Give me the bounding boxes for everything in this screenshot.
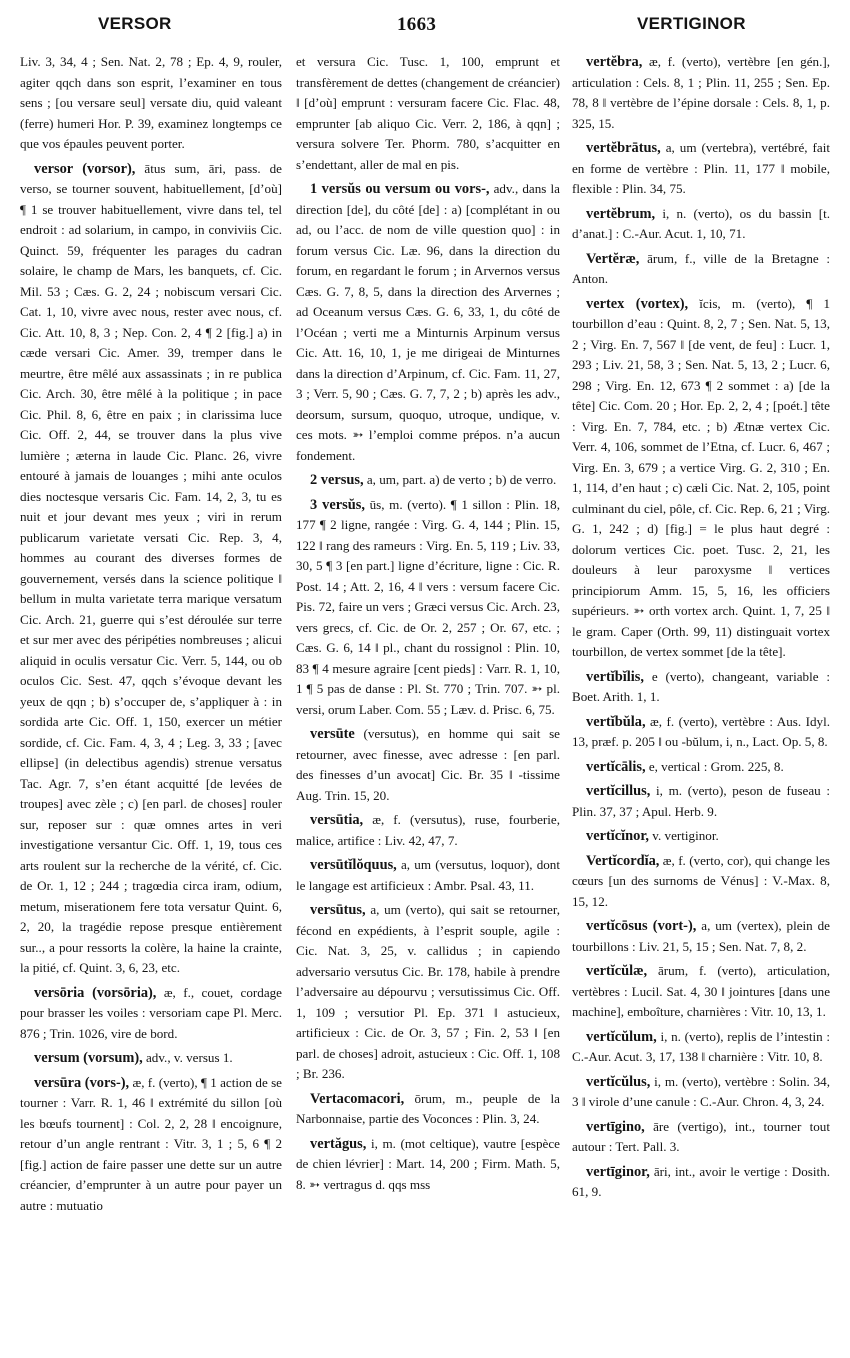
page-header xyxy=(0,0,850,44)
entry-definition: æ, f. (verto), vertèbre : Aus. Idyl. 13, præf. p. 205 ‖ ou -bŭlum, i, n., Lact. Op. 5, 8. xyxy=(572,713,830,749)
dictionary-column-1 xyxy=(20,52,282,1352)
dictionary-entry xyxy=(572,712,830,753)
entry-definition: æ, f., couet, cordage pour brasser les voiles : versoriam cape Pl. Merc. 876 ; Trin. 1026, vire de bord. xyxy=(20,984,282,1041)
entry-continuation xyxy=(296,52,560,175)
entry-headword: 2 versus, xyxy=(310,472,364,488)
entry-headword: vertĕbra, xyxy=(586,54,643,70)
dictionary-entry xyxy=(572,1117,830,1158)
running-head-right: VERTIGINOR xyxy=(637,14,746,33)
entry-headword: versum (vorsum), xyxy=(34,1050,143,1066)
dictionary-entry xyxy=(572,1072,830,1113)
entry-headword: vertīgino, xyxy=(586,1118,645,1135)
dictionary-entry xyxy=(572,138,830,200)
entry-definition: a, um (vertebra), vertébré, fait en forme de vertèbre : Plin. 11, 177 ‖ mobile, flexible : Plin. 34, 75. xyxy=(572,140,830,196)
dictionary-column-2 xyxy=(296,52,560,1352)
entry-definition: e, vertical : Grom. 225, 8. xyxy=(648,758,784,774)
entry-definition: adv., v. versus 1. xyxy=(146,1050,233,1065)
entry-headword: 3 versŭs, xyxy=(310,496,365,513)
entry-definition: Liv. 3, 34, 4 ; Sen. Nat. 2, 78 ; Ep. 4, 9, rouler, agiter qqch dans son esprit, l’examiner en tous sens ; [ou versare seul] versate diu, quid valeant (ferre) humeri Hor. P. 39, examinez longtemps ce que vos épaules peuvent porter. xyxy=(20,54,282,151)
entry-headword: vertĭcillus, xyxy=(586,783,651,799)
entry-headword: vertĭcŭlus, xyxy=(586,1073,651,1090)
entry-definition: v. vertiginor. xyxy=(652,828,719,843)
entry-definition: ātus sum, āri, pass. de verso, se tourner souvent, habituellement, [d’où] ¶ 1 se trouver habituellement, vivre dans tel, tel endroit : ad solarium, in campo, in conviviis Cic. Quinct. 59, fréquenter les parages du cadran solaire, le champ de Mars, les banquets, cf. Cic. Mil. 53 ; Cæs. G. 2, 24 ; nobiscum versari Cic. Cat. 1, 10, vivre avec nous, rester avec nous, cf. Cic. Att. 10, 8, 3 ; Nep. Con. 2, 4 ¶ 2 [fig.] a) in cæde versari Cic. Amer. 39, tremper dans le meurtre, être mêlé aux assassinats ; in re publica Cic. Arch. 30, être mêlé à la politique ; in pace Cic. Phil. 8, 6, être en paix ; in clarissima luce Cic. Off. 2, 44, se trouver dans la plus vive lumière ; æterna in laude Cic. Planc. 26, vivre entouré à jamais de louanges ; mihi ante oculos dies noctesque versaris Cic. Fam. 14, 2, 3, tu es nuit et jour devant mes yeux ; viri in rerum publicarum varietate versati Cic. Rep. 3, 4, hommes au courant des diverses formes de gouvernement, versés dans la science politique ‖ bellum in multa varietate terra marique versatum Cic. Arch. 21, guerre qui s’est déroulée sur terre et sur mer avec des péripéties nombreuses ; alicui aliquid in oculis versatur Cic. Verr. 5, 144, ou ob oculos Cic. Sest. 47, qqch s’évoque devant les yeux de qqn ; b) s’occuper de, s’appliquer à : in sordida arte Cic. Off. 1, 150, exercer un métier sordide, cf. Cic. Fam. 4, 3, 4 ; Leg. 3, 33 ; [avec ellipse] (in delectibus agendis) strenue versatus Tac. Agr. 7, s’en étant acquitté [de levées de troupes] avec zèle ; c) [en parl. de choses] rouler sur, reposer sur : quæ omnes artes in veri investigatione versantur Cic. Off. 1, 19, tous ces arts roulent sur la recherche de la vérité, cf. Cic. de Or. 1, 12 ; 244 ; tragœdia circa iram, odium, metum, miserationem fere tota versatur Quint. 6, 2, 20, la tragédie repose presque entièrement sur.., a pour ressorts la colère, la haine la crainte, la pitié, cf. Quint. 3, 6, 23, etc. xyxy=(20,160,282,975)
entry-definition: æ, f. (versutus), ruse, fourberie, malice, artifice : Liv. 42, 47, 7. xyxy=(296,812,560,848)
entry-headword: vertĭbŭla, xyxy=(586,713,646,730)
dictionary-entry xyxy=(296,724,560,806)
dictionary-entry xyxy=(296,495,560,721)
running-head-left: VERSOR xyxy=(98,14,172,33)
dictionary-entry xyxy=(572,916,830,957)
entry-definition: a, um (versutus, loquor), dont le langage est artificieux : Ambr. Psal. 43, 11. xyxy=(296,857,560,893)
dictionary-entry xyxy=(20,1073,282,1217)
entry-definition: (versutus), en homme qui sait se retourner, avec finesse, avec adresse : [en parl. des finesses d’un avocat] Cic. Br. 35 ‖ -tissime Aug. Trin. 15, 20. xyxy=(296,726,560,803)
entry-headword: versōria (vorsōria), xyxy=(34,984,157,1001)
dictionary-entry xyxy=(572,204,830,245)
entry-definition: ūs, m. (verto). ¶ 1 sillon : Plin. 18, 177 ¶ 2 ligne, rangée : Virg. G. 4, 144 ; Plin. 15, 122 ‖ rang des rameurs : Virg. En. 5, 119 ; Liv. 33, 30, 5 ¶ 3 [en part.] ligne d’écriture, ligne : Cic. R. Post. 14 ; Att. 2, 16, 4 ‖ vers : versum facere Cic. Pis. 72, faire un vers ; Græci versus Cic. Arch. 23, vers grecs, cf. Cic. de Or. 2, 257 ; Or. 67, etc. ; Cæs. G. 6, 14 ‖ pl., chant du rossignol : Plin. 10, 83 ¶ 4 mesure agraire [cent pieds] : Varr. R. 1, 10, 1 ¶ 5 pas de danse : Pl. St. 770 ; Trin. 707. ➳ pl. versi, orum Laber. Com. 55 ; Læv. d. Prisc. 6, 75. xyxy=(296,496,560,717)
dictionary-entry xyxy=(296,810,560,851)
dictionary-entry xyxy=(572,757,830,778)
dictionary-entry xyxy=(20,159,282,979)
dictionary-entry xyxy=(296,1089,560,1130)
entry-headword: vertĭcōsus (vort-), xyxy=(586,918,697,934)
entry-definition: e (verto), changeant, variable : Boet. Arith. 1, 1. xyxy=(572,668,830,704)
dictionary-entry xyxy=(572,961,830,1023)
entry-definition: a, um (verto), qui sait se retourner, fécond en expédients, à l’esprit souple, agile : Cic. Nat. 3, 25, v. callidus ; in capiendo adversario versutus Cic. Br. 178, habile à prendre l’adversaire au dépourvu ; versutissimus Cic. Off. 1, 109 ; versutior Pl. Ep. 371 ‖ astucieux, artificieux : Cic. de Or. 3, 57 ; Fin. 2, 53 ‖ [en parl. de choses] adroit, astucieux : Cic. Off. 1, 108 ; Br. 236. xyxy=(296,902,560,1081)
dictionary-entry xyxy=(296,855,560,896)
entry-definition: i, m. (verto), peson de fuseau : Plin. 37, 37 ; Apul. Herb. 9. xyxy=(572,783,830,819)
entry-headword: vertĭbĭlis, xyxy=(586,668,644,685)
entry-definition: i, n. (verto), os du bassin [t. d’anat.] : C.-Aur. Acut. 1, 10, 71. xyxy=(572,205,830,241)
dictionary-entry xyxy=(20,983,282,1045)
dictionary-entry xyxy=(20,1048,282,1069)
entry-definition: i, n. (verto), replis de l’intestin : C.-Aur. Acut. 3, 17, 138 ‖ charnière : Vitr. 10, 8. xyxy=(572,1028,830,1064)
entry-headword: versūte xyxy=(310,726,355,742)
dictionary-column-3 xyxy=(572,52,830,1352)
entry-headword: versūtia, xyxy=(310,812,364,828)
entry-definition: i, m. (mot celtique), vautre [espèce de chien lévrier] : Mart. 14, 200 ; Firm. Math. 5, 8. ➳ vertragus d. qqs mss xyxy=(296,1135,560,1192)
dictionary-entry xyxy=(296,900,560,1085)
entry-headword: versūtus, xyxy=(310,902,366,918)
entry-headword: versor (vorsor), xyxy=(34,160,136,177)
dictionary-entry xyxy=(572,1027,830,1068)
entry-definition: æ, f. (verto, cor), qui change les cœurs [un des surnoms de Vénus] : V.-Max. 8, 15, 12. xyxy=(572,852,830,909)
dictionary-entry xyxy=(572,1162,830,1203)
entry-headword: Vertacomacori, xyxy=(310,1090,405,1107)
entry-definition: et versura Cic. Tusc. 1, 100, emprunt et transfèrement de dettes (changement de créancier) ‖ [d’où] emprunt : versuram facere Cic. Flac. 48, emprunter [ab aliquo Cic. Verr. 2, 186, à qqn] ; versura solvere Ter. Phorm. 780, s’acquitter en s’endettant, aller de mal en pis. xyxy=(296,54,560,172)
entry-headword: versūra (vors-), xyxy=(34,1074,130,1091)
entry-headword: Vertĕræ, xyxy=(586,250,640,267)
dictionary-entry xyxy=(296,1134,560,1196)
dictionary-entry xyxy=(572,781,830,822)
entry-definition: ārum, f., ville de la Bretagne : Anton. xyxy=(572,250,830,286)
entry-definition: æ, f. (verto), vertèbre [en gén.], articulation : Cels. 8, 1 ; Plin. 11, 255 ; Sen. Ep. 78, 8 ‖ vertèbre de l’épine dorsale : Cels. 8, 1, p. 325, 15. xyxy=(572,54,830,131)
entry-definition: a, um (vertex), plein de tourbillons : Liv. 21, 5, 15 ; Sen. Nat. 7, 8, 2. xyxy=(572,918,830,954)
entry-definition: ōrum, m., peuple de la Narbonnaise, partie des Voconces : Plin. 3, 24. xyxy=(296,1090,560,1126)
dictionary-entry xyxy=(572,52,830,134)
entry-headword: vertĕbrum, xyxy=(586,205,656,222)
entry-headword: vertăgus, xyxy=(310,1135,367,1152)
dictionary-entry xyxy=(572,294,830,663)
entry-definition: adv., dans la direction [de], du côté [de] : a) [complétant in ou ad, ou l’acc. de nom de ville question quo] : in forum versus Cic. Læ. 96, dans la direction du forum, en regardant le forum ; in Arvernos versus Cæs. G. 7, 8, 5, dans la direction des Arvernes ; ad Oceanum versus Cæs. G. 6, 33, 1, du côté de l’Océan ; verti me a Minturnis Arpinum versus Cic. Att. 16, 10, 1, je me dirigeai de Minturnes dans la direction d’Arpinum, cf. Cic. Fam. 11, 27, 3 ; Verr. 5, 90 ; Cæs. G. 7, 7, 2 ; b) après les adv., deorsum, sursum, quoquo, utroque, undique, v. ces mots. ➳ l’emploi comme prépos. n’a aucun fondement. xyxy=(296,181,560,463)
dictionary-entry xyxy=(296,179,560,466)
entry-definition: āri, int., avoir le vertige : Dosith. 61, 9. xyxy=(572,1163,830,1199)
entry-definition: æ, f. (verto), ¶ 1 action de se tourner : Varr. R. 1, 46 ‖ extrémité du sillon [où les bœufs tournent] : Col. 2, 2, 28 ‖ encoignure, retour d’un angle rentrant : Vitr. 3, 1 ; 5, 6 ¶ 2 [fig.] action de faire passer une dette sur un autre créancier, d’emprunter à un autre pour payer un autre : mutuatio xyxy=(20,1074,282,1213)
dictionary-entry xyxy=(296,470,560,491)
entry-definition: ĭcis, m. (verto), ¶ 1 tourbillon d’eau : Quint. 8, 2, 7 ; Sen. Nat. 5, 13, 2 ; Virg. En. 7, 567 ‖ [de vent, de feu] : Lucr. 1, 293 ; Liv. 21, 58, 3 ; Sen. Nat. 5, 13, 2 ; Lucr. 6, 298 ; Virg. En. 12, 673 ¶ 2 sommet : a) [de la tête] Cic. Com. 20 ; Hor. Ep. 2, 2, 4 ; [poét.] tête : Virg. En. 7, 784, etc. ; b) Ætnæ vertex Cic. Verr. 4, 106, sommet de l’Etna, cf. Lucr. 6, 467 ; Virg. En. 3, 679 ; a vertice Virg. G. 2, 310 ; En. 1, 114, d’en haut ; c) cæli Cic. Nat. 2, 105, point culminant du ciel, pôle, cf. Cic. Rep. 6, 21 ; Virg. G. 1, 242 ; d) [fig.] = le plus haut degré : dolorum vertices Cic. poet. Tusc. 2, 21, les douleurs à leur paroxysme ‖ vertices principiorum Amm. 15, 5, 16, les officiers supérieurs. ➳ orth vortex arch. Quint. 1, 7, 25 ‖ le gram. Caper (Orth. 99, 11) distinguait vortex tourbillon, de vertex sommet [de la tête]. xyxy=(572,295,830,659)
entry-definition: āre (vertigo), int., tourner tout autour : Tert. Pall. 3. xyxy=(572,1118,830,1154)
dictionary-entry xyxy=(572,851,830,913)
entry-headword: Vertĭcordĭa, xyxy=(586,852,660,869)
entry-headword: vertĭcŭlum, xyxy=(586,1028,657,1045)
entry-definition: i, m. (verto), vertèbre : Solin. 34, 3 ‖ virole d’une canule : C.-Aur. Chron. 4, 3, 24. xyxy=(572,1073,830,1109)
entry-continuation xyxy=(20,52,282,155)
entry-headword: 1 versŭs ou versum ou vors-, xyxy=(310,181,490,197)
entry-headword: vertīginor, xyxy=(586,1163,650,1180)
entry-headword: versūtĭlŏquus, xyxy=(310,857,397,873)
dictionary-entry xyxy=(572,667,830,708)
entry-definition: ārum, f. (verto), articulation, vertèbres : Lucil. Sat. 4, 30 ‖ jointures [dans une machine], emboîture, charnières : Vitr. 10, 13, 1. xyxy=(572,963,830,1019)
entry-headword: vertĭcĭnor, xyxy=(586,828,650,844)
entry-headword: vertĕbrātus, xyxy=(586,140,661,156)
entry-definition: a, um, part. a) de verto ; b) de verro. xyxy=(366,472,557,487)
entry-headword: vertex (vortex), xyxy=(586,295,689,312)
page-number: 1663 xyxy=(397,14,437,35)
dictionary-entry xyxy=(572,826,830,847)
entry-headword: vertĭcālis, xyxy=(586,758,646,775)
entry-headword: vertĭcŭlæ, xyxy=(586,963,648,979)
dictionary-entry xyxy=(572,249,830,290)
